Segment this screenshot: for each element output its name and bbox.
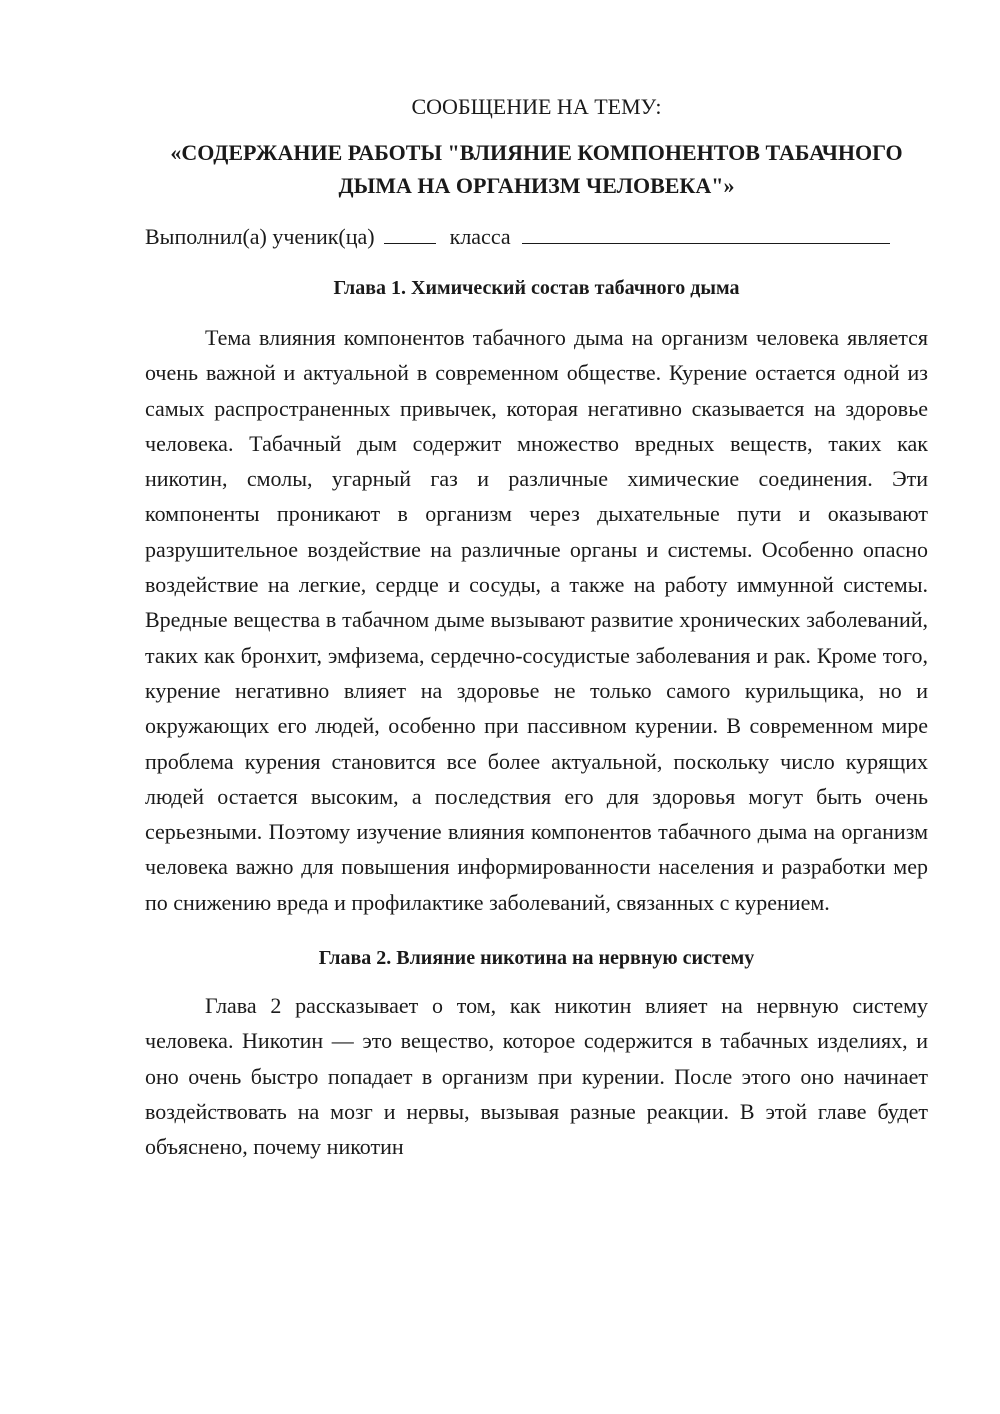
chapter-1-paragraph: Тема влияния компонентов табачного дыма на организм человека является очень важной и актуальной в современном обществе. Курение остается одной из самых распространенных привычек, которая негативно сказывается на здоровье человека. Табачный дым содержит множество вредных веществ, таких как никотин, смолы, угарный газ и различные химические соединения. Эти компоненты проникают в организм через дыхательные пути и оказывают разрушительное воздействие на различные органы и системы. Особенно опасно воздействие на легкие, сердце и сосуды, а также на работу иммунной системы. Вредные вещества в табачном дыме вызывают развитие хронических заболеваний, таких как бронхит, эмфизема, сердечно-сосудистые заболевания и рак. Кроме того, курение негативно влияет на здоровье не только самого курильщика, но и окружающих его людей, особенно при пассивном курении. В современном мире проблема курения становится все более актуальной, поскольку число курящих людей остается высоким, а последствия его для здоровья могут быть очень серьезными. Поэтому изучение влияния компонентов табачного дыма на организм человека важно для повышения информированности населения и разработки мер по снижению вреда и профилактике заболеваний, связанных с курением. (145, 325, 928, 915)
author-prefix: Выполнил(а) ученик(ца) (145, 224, 375, 249)
document-page (145, 92, 928, 1165)
class-label: класса (449, 224, 511, 249)
document-title: «СОДЕРЖАНИЕ РАБОТЫ "ВЛИЯНИЕ КОМПОНЕНТОВ ТАБАЧНОГО ДЫМА НА ОРГАНИЗМ ЧЕЛОВЕКА"» (170, 140, 903, 198)
grade-blank-field[interactable] (384, 223, 436, 244)
report-label: СООБЩЕНИЕ НА ТЕМУ: (411, 94, 662, 119)
name-blank-field[interactable] (522, 223, 890, 244)
author-line (145, 222, 928, 252)
chapter-1-heading: Глава 1. Химический состав табачного дыма (333, 277, 740, 299)
chapter-2-paragraph: Глава 2 рассказывает о том, как никотин влияет на нервную систему человека. Никотин — это вещество, которое содержится в табачных изделиях, и оно очень быстро попадает в организм при курении. После этого оно начинает воздействовать на мозг и нервы, вызывая разные реакции. В этой главе будет объяснено, почему никотин (145, 993, 928, 1160)
chapter-2-heading: Глава 2. Влияние никотина на нервную систему (318, 947, 755, 970)
